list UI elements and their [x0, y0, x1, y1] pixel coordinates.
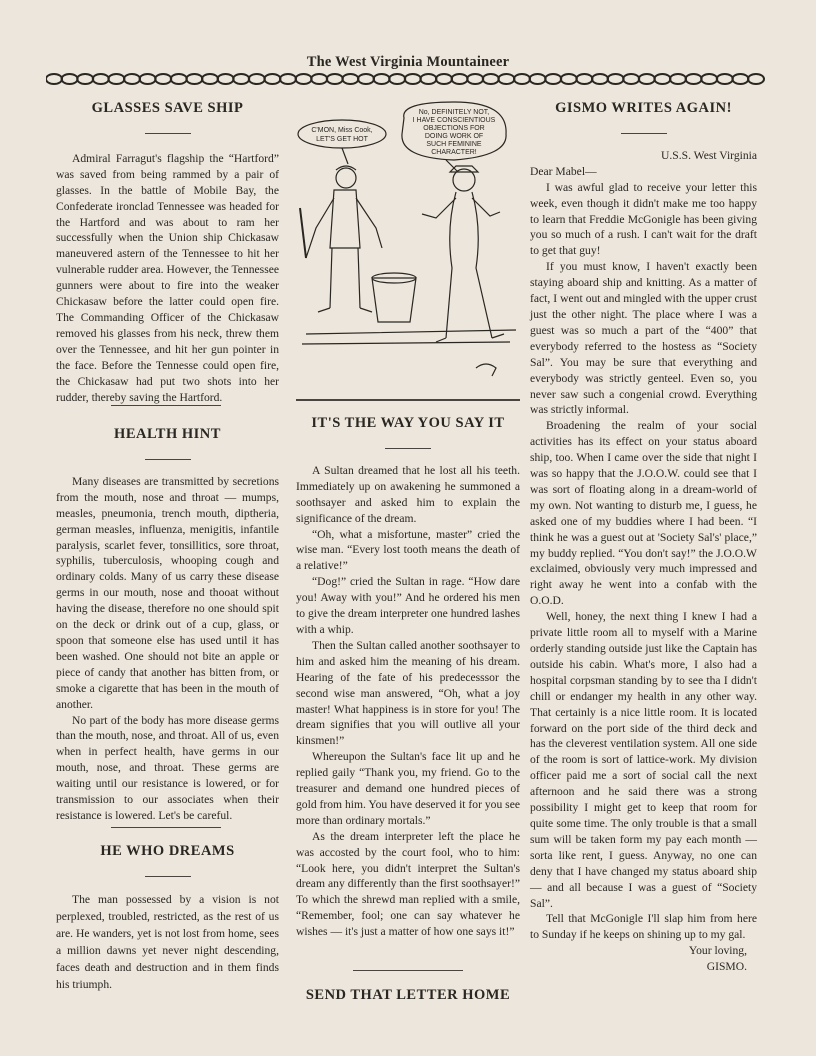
- chain-link: [296, 74, 312, 84]
- chain-link: [654, 74, 670, 84]
- headline-letter-home: SEND THAT LETTER HOME: [305, 987, 511, 1003]
- chain-link: [374, 74, 390, 84]
- chain-link: [467, 74, 483, 84]
- chain-link: [670, 74, 686, 84]
- divider: [621, 133, 667, 134]
- chain-link: [186, 74, 202, 84]
- headline: GISMO WRITES AGAIN!: [555, 100, 732, 116]
- chain-link: [405, 74, 421, 84]
- bucket: [372, 278, 416, 322]
- chain-link: [155, 74, 171, 84]
- chain-link: [483, 74, 499, 84]
- bubble-left-line: LET'S GET HOT: [316, 136, 368, 143]
- chain-link: [140, 74, 156, 84]
- chain-link: [171, 74, 187, 84]
- chain-link: [280, 74, 296, 84]
- chain-link: [717, 74, 733, 84]
- speech-bubble-left: [298, 120, 386, 148]
- chain-link: [748, 74, 764, 84]
- dateline: U.S.S. West Virginia: [661, 148, 757, 162]
- chain-link: [576, 74, 592, 84]
- signature: GISMO.: [706, 960, 747, 974]
- article-glasses: [56, 101, 279, 405]
- bubble-left-line: C'MON, Miss Cook,: [311, 127, 373, 134]
- chain-link: [342, 74, 358, 84]
- chain-link: [249, 74, 265, 84]
- divider: [296, 399, 520, 401]
- bubble-right-line: No, DEFINITELY NOT,: [418, 109, 490, 116]
- chain-link: [686, 74, 702, 84]
- chain-border: [46, 71, 770, 87]
- chain-link: [561, 74, 577, 84]
- divider: [145, 133, 191, 134]
- bubble-right-line: CHARACTER!: [431, 149, 477, 156]
- paragraph: Well, honey, the next thing I knew I had a private little room all to myself with a Marine orderly standing outside just like the Captain has outside his cabin. What's more, I also had a hospital corpsman standing by to see tha I didn't chill or endanger my health in any other way. That certainly is a nice little room. It is located forward on the port side of the third deck and has the cleverest ventilation system. All one side of the room is sort of lattice-work. My division officer paid me a sort of social call the next afternoon and he said there was a strong possibility I might get to keep that room for quite some time. The only trouble is that a small sum will be taken form my pay each month — sorta like rent, I guess. Anyway, no one can deny that I have changed my status aboard ship — and all because I was a guest of “Society Sal”.: [530, 610, 757, 910]
- divider: [145, 459, 191, 460]
- cook-head: [336, 168, 356, 188]
- chain-link: [46, 74, 62, 84]
- paragraph: As the dream interpreter left the place he was accosted by the court fool, who to him: “Look here, you didn't interpret the Sultan's dream any differently than the first soothsayer!” To which the shrewd man replied with a smile, “Remember, fool; one can say whatever he wishes — it's just a matter of how one says it!”: [296, 829, 520, 939]
- divider: [111, 827, 221, 828]
- chain-link: [732, 74, 748, 84]
- cartoon-illustration: [296, 98, 520, 396]
- article-way-you-say-it: [296, 416, 520, 940]
- chain-link: [530, 74, 546, 84]
- paragraph: Broadening the realm of your social activities has its effect on your status aboard ship, too. When I came over the side that night I was so happy that the J.O.O.W. could see that I was sort of floating along in a dream-world of my own. Not wanting to disturb me, I guess, he asked one of my buddies where I had been. “I think he was a guest out at 'Society Sal's' place,” my buddy replied. “You don't say!” the J.O.O.W exclaimed, obviously very much impressed and right away he went into a confab with the O.O.D.: [530, 419, 757, 608]
- chain-link: [108, 74, 124, 84]
- paragraph: Many diseases are transmitted by secretions from the mouth, nose and throat — mumps, measles, pneumonia, trench mouth, diptheria, german measles, influenza, menigitis, infantile paralysis, scarlet fever, tonsillitics, sore throat, syphilis, tuberculosis, whooping cough and ordinary colds. Many of us carry these disease germs in our mouth, nose and thooat without having the disease, therefore no one should spit on the deck or drink out of a cup, glass, or spoon that someone else has used until it has been washed. One should not bite an apple or piece of candy that another has bitten from, or smoke a cigarette that has been in the mouth of another.: [56, 474, 279, 711]
- chain-link: [62, 74, 78, 84]
- headline: HEALTH HINT: [114, 426, 221, 442]
- chain-link: [124, 74, 140, 84]
- chain-link: [436, 74, 452, 84]
- bubble-right-line: SUCH FEMININE: [426, 141, 482, 148]
- paragraph: Admiral Farragut's flagship the “Hartford” was saved from being rammed by a pair of glasses. In the battle of Mobile Bay, the Confederate ironclad Tennessee was headed for the Hartford and was about to ram her successfully when the Union ship Chickasaw maneuvered astern of the Tennessee to hit her vulnerable rudder area. However, the Tennessee gunners were about to fire into the weaker Chickasaw before the latter could open fire. The Commanding Officer of the Chickasaw removed his glasses from his neck, threw them over the Tennessee, and hit her gun pointer in the face. Before the Tennesse could open fire, the Chickasaw had put two shots into her rudder, thereby saving the Hartford.: [56, 151, 279, 404]
- chain-link: [452, 74, 468, 84]
- chain-link: [420, 74, 436, 84]
- divider: [385, 448, 431, 449]
- paragraph: I was awful glad to receive your letter this week, even though it didn't make me too happy to learn that Freddie McGonigle has been giving you so much of a rush. I can't wait for the draft to get that guy!: [530, 180, 757, 258]
- chain-link: [77, 74, 93, 84]
- bubble-right-line: OBJECTIONS FOR: [423, 125, 485, 132]
- chain-link: [545, 74, 561, 84]
- divider: [145, 876, 191, 877]
- paragraph: A Sultan dreamed that he lost all his teeth. Immediately up on awakening he summoned a soothsayer and asked him to explain the significance of the dream.: [296, 463, 520, 525]
- chain-link: [389, 74, 405, 84]
- chain-link: [701, 74, 717, 84]
- article-dreams: [56, 843, 279, 993]
- chain-link: [498, 74, 514, 84]
- signature-mark: [476, 364, 496, 376]
- closing: Your loving,: [688, 944, 747, 958]
- paragraph: No part of the body has more disease germs than the mouth, nose, and throat. All of us, even when in perfect health, have germs in our mouth, nose, and throat. These germs are waiting until our resistance is lowered, or for transmission to our associates when their resistance is lowered. Let's be careful.: [56, 713, 279, 822]
- paragraph: Tell that McGonigle I'll slap him from here to Sunday if he keeps on shining up to my gal.: [530, 912, 757, 942]
- chain-link: [639, 74, 655, 84]
- masthead: The West Virginia Mountaineer: [306, 54, 510, 70]
- article-health: [56, 427, 279, 824]
- article-gismo: [530, 101, 757, 975]
- bubble-right-line: I HAVE CONSCIENTIOUS: [412, 117, 496, 124]
- chain-link: [218, 74, 234, 84]
- divider: [353, 970, 463, 971]
- salutation: Dear Mabel—: [530, 164, 597, 178]
- divider: [111, 405, 221, 406]
- headline: GLASSES SAVE SHIP: [91, 100, 244, 116]
- chain-link: [311, 74, 327, 84]
- paragraph: Then the Sultan called another soothsayer to him and asked him the meaning of his dream. Hearing of the fate of his predecesssor the second wise man answered, “Oh, what a joy master! What happiness is in store for you! The dream signifies that you will outlive all your kinsmen!”: [296, 638, 520, 748]
- chain-link: [327, 74, 343, 84]
- headline: HE WHO DREAMS: [100, 843, 235, 859]
- paragraph: Whereupon the Sultan's face lit up and he replied gaily “Thank you, my friend. Go to the treasurer and demand one hundred pieces of gold from him. You have deserved it for you see more than ordinary mortals.”: [296, 750, 520, 827]
- chain-link: [623, 74, 639, 84]
- chain-link: [608, 74, 624, 84]
- headline: IT'S THE WAY YOU SAY IT: [311, 415, 505, 431]
- chain-link: [93, 74, 109, 84]
- paragraph: The man possessed by a vision is not perplexed, troubled, restricted, as the rest of us are. He wanders, yet is not lost from home, sees a million dawns yet never night descending, faces death and destruction and in them finds his triumph.: [56, 893, 279, 991]
- chain-link: [592, 74, 608, 84]
- chain-link: [233, 74, 249, 84]
- paragraph: “Dog!” cried the Sultan in rage. “How dare you! Away with you!” And he ordered his men to give the dream interpreter one hundred lashes with a whip.: [296, 575, 520, 636]
- bubble-right-line: DOING WORK OF: [424, 133, 484, 140]
- chain-link: [202, 74, 218, 84]
- chain-link: [358, 74, 374, 84]
- paragraph: If you must know, I haven't exactly been staying aboard ship and knitting. As a matter of fact, I went out and mingled with the upper crust just the other night. The place where I was a guest was so much a part of the “400” that everybody referred to the hostess as “Society Sal”. You may be sure that everything and everybody was strictly genteel. Even so, you never saw such a congenial crowd. Everything was strictly informal.: [530, 260, 757, 417]
- paragraph: “Oh, what a misfortune, master” cried the wise man. “Every lost tooth means the death of a relative!”: [296, 527, 520, 573]
- chain-link: [514, 74, 530, 84]
- chain-link: [264, 74, 280, 84]
